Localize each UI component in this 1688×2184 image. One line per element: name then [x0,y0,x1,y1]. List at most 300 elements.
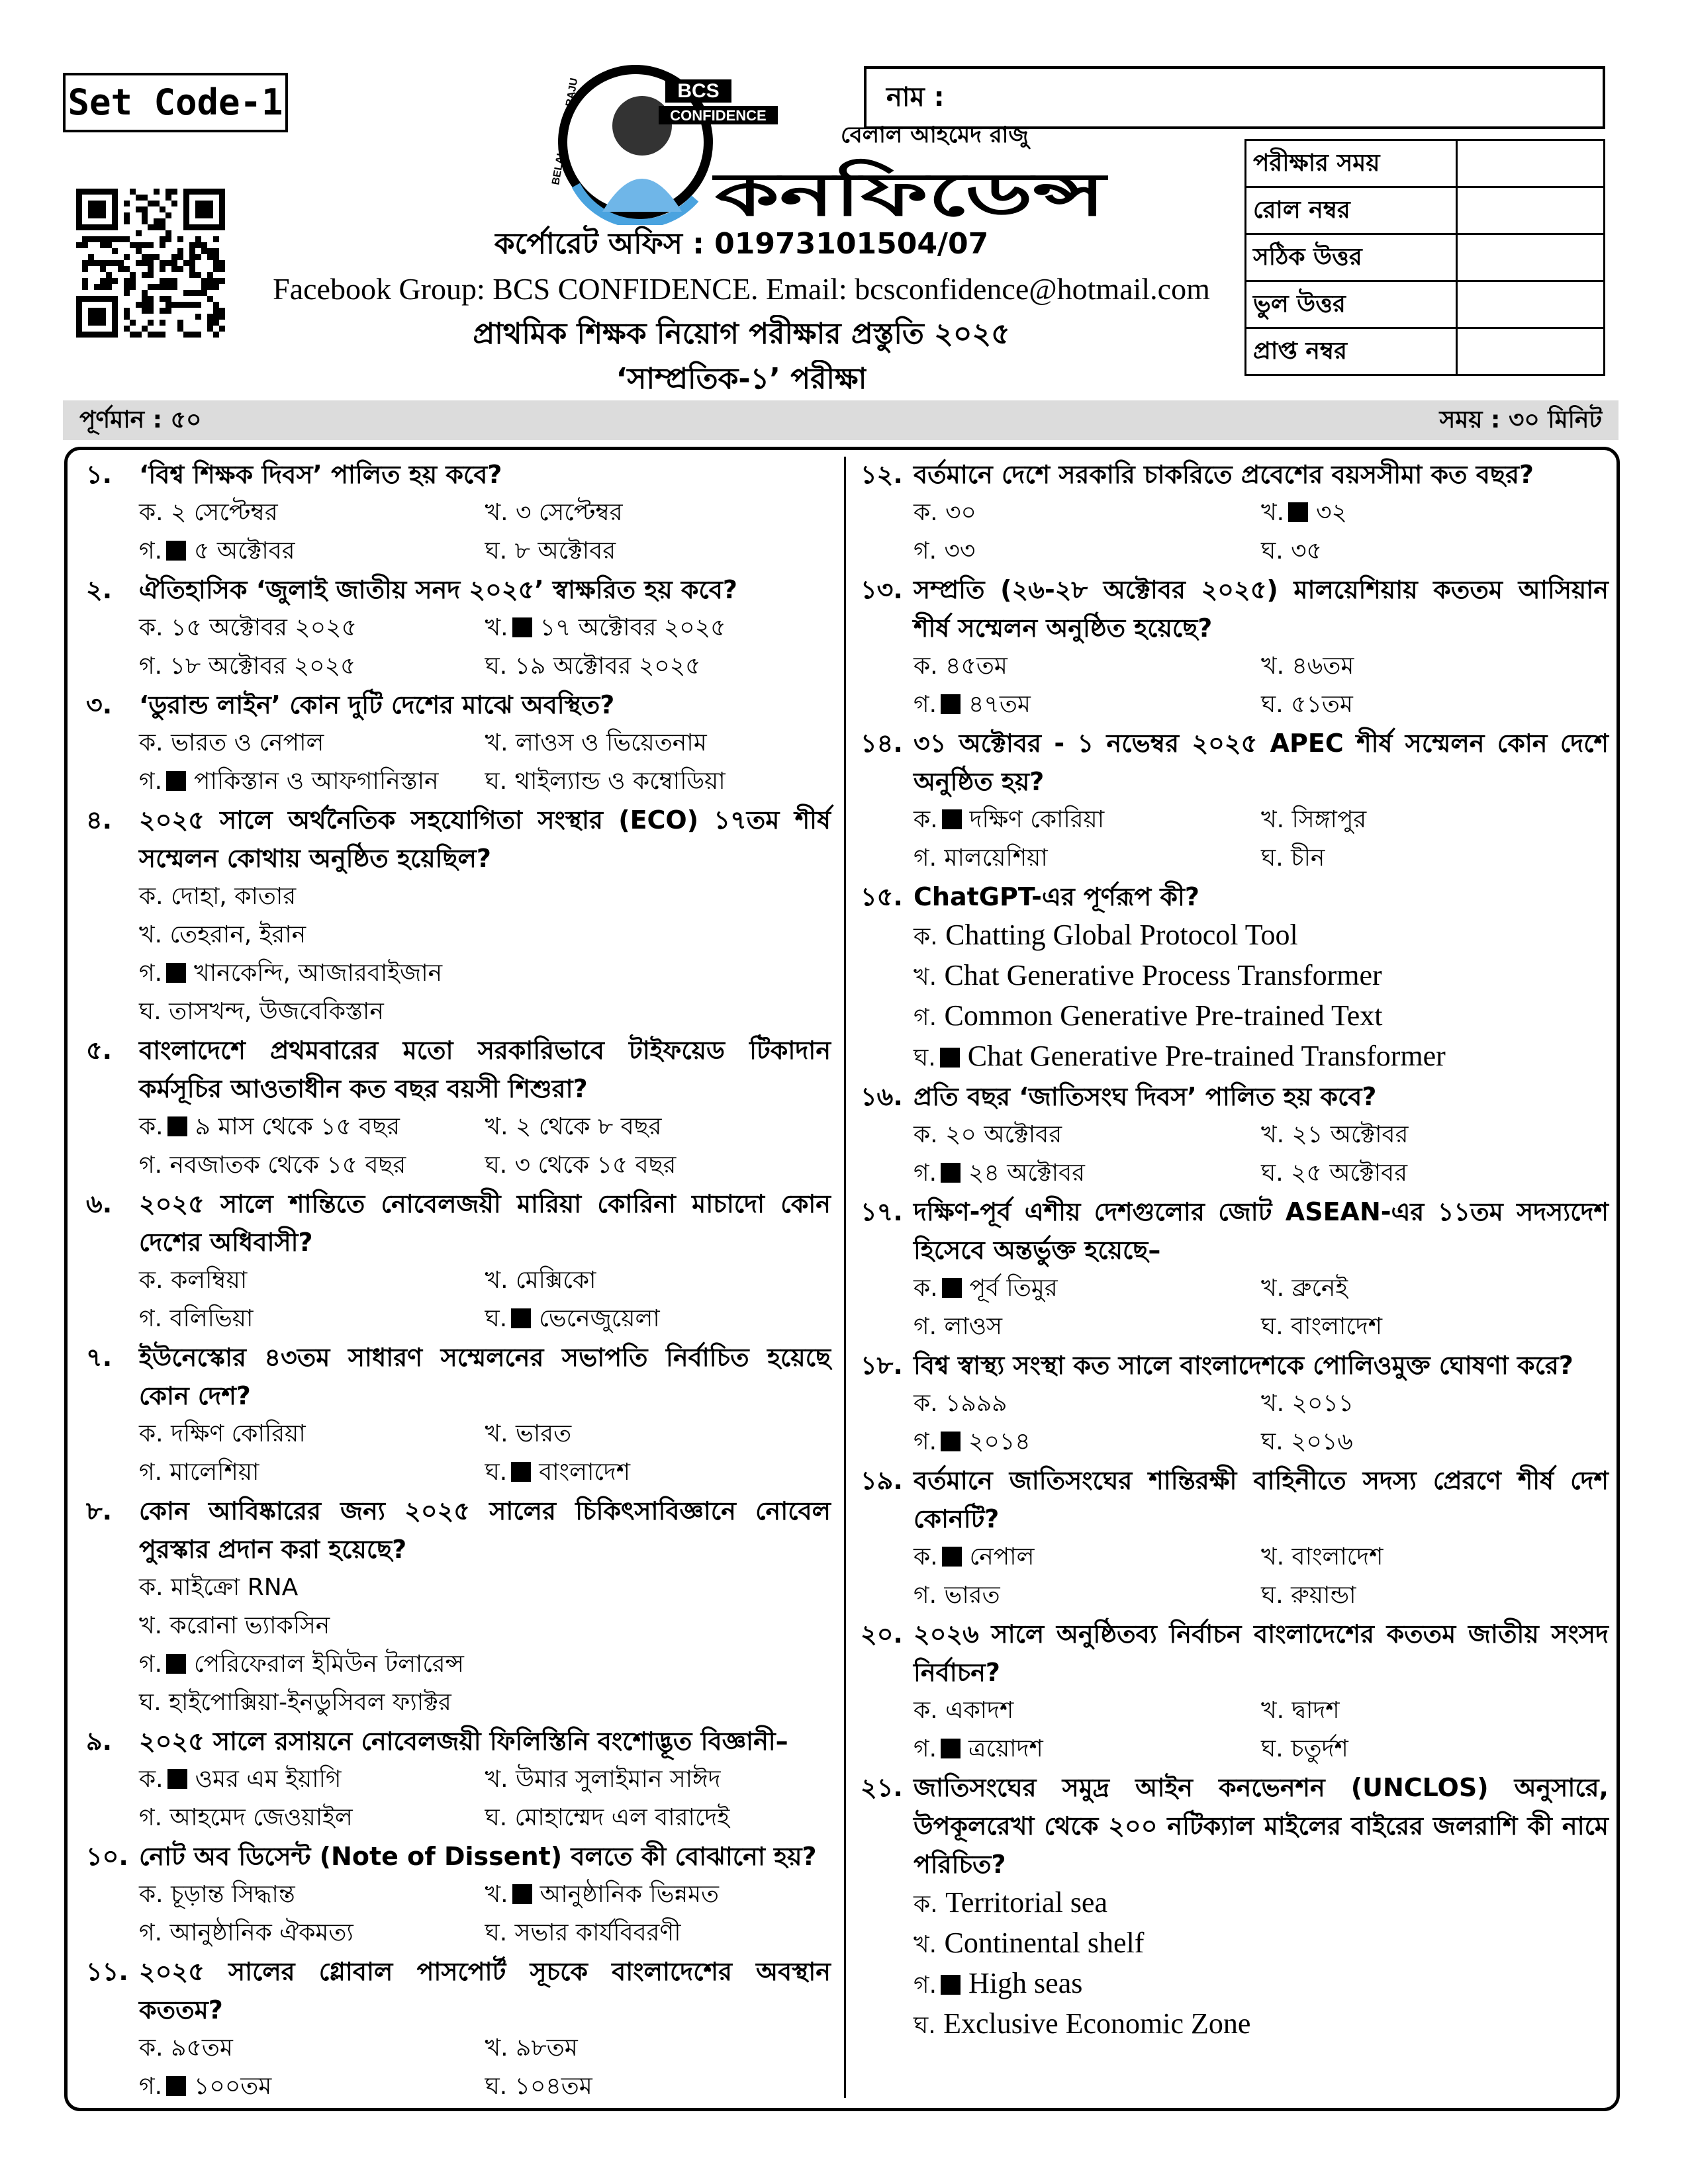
question-number: ১৪. [861,729,903,758]
option[interactable] [914,1884,1609,1924]
question-number: ৪. [86,805,113,835]
option[interactable] [485,762,831,801]
option-text: ৩৫ [1291,537,1322,565]
option-label: খ. [485,2034,508,2062]
option-label: গ. [914,1428,937,1455]
option-text: ১৫ অক্টোবর ২০২৫ [171,614,357,641]
question-number: ২০. [861,1619,903,1649]
option-label: ঘ. [485,537,508,565]
logo-badge-bottom: CONFIDENCE [670,107,767,124]
option[interactable] [1261,1692,1609,1730]
option[interactable] [914,839,1261,878]
option-text: উমার সুলাইমান সাঈদ [516,1766,721,1793]
option-text: ৩ থেকে ১৫ বছর [514,1152,677,1179]
option-label: খ. [485,1113,508,1140]
correct-answer-marker-icon [512,617,532,637]
question-text: ২০২৫ সালে শান্তিতে নোবেলজয়ী মারিয়া কোরিনা মাচাদো কোন দেশের অধিবাসী? [139,1189,831,1257]
option[interactable] [914,1385,1261,1423]
option[interactable] [139,1760,485,1799]
option-label: ঘ. [914,2012,936,2039]
correct-answer-marker-icon [167,1769,187,1789]
option[interactable] [139,954,831,993]
question [79,1492,831,1722]
question-text: ঐতিহাসিক ‘জুলাই জাতীয় সনদ ২০২৫’ স্বাক্ষরিত হয় কবে? [139,575,737,604]
correct-answer-marker-icon [941,1163,961,1183]
option-label: ক. [139,614,164,641]
info-label: ভুল উত্তর [1246,281,1457,328]
option[interactable] [485,2068,831,2106]
option-label: ক. [914,1275,938,1302]
question-number: ১১. [86,1957,128,1986]
option-text: ৪৫তম [945,653,1008,680]
option-text: পূর্ব তিমুর [969,1275,1058,1302]
option[interactable] [139,1569,831,1607]
logo-badge-top: BCS [677,80,720,102]
option-label: খ. [1261,653,1285,680]
question [79,1952,831,2106]
option[interactable] [914,1576,1261,1615]
option[interactable] [485,532,831,570]
option-text: চতুর্দশ [1291,1735,1348,1762]
option-label: ক. [914,923,938,950]
info-label: রোল নম্বর [1246,187,1457,234]
question-text: দক্ষিণ-পূর্ব এশীয় দেশগুলোর জোট ASEAN-এর ১১তম সদস্যদেশ হিসেবে অন্তর্ভুক্ত হয়েছে– [914,1197,1609,1265]
correct-answer-marker-icon [942,1278,962,1298]
option-label: খ. [914,1931,937,1958]
option-text: ৩০ [945,499,976,526]
option-text: মালয়েশিয়া [944,844,1048,872]
question-text: ২০২৫ সালে অর্থনৈতিক সহযোগিতা সংস্থার (ECO) ১৭তম শীর্ষ সম্মেলন কোথায় অনুষ্ঠিত হয়েছিল? [139,805,831,873]
option[interactable] [139,878,831,916]
option[interactable] [139,1300,485,1338]
question-number: ৩. [86,690,113,719]
option[interactable] [485,1415,831,1453]
option-label: খ. [1261,499,1285,526]
option-text: ৩ সেপ্টেম্বর [516,499,623,526]
option-label: গ. [139,1919,163,1946]
option-label: ক. [139,1574,164,1601]
question [79,1185,831,1338]
option[interactable] [1261,1423,1609,1461]
option[interactable] [485,647,831,686]
question-text: ২০২৫ সালের গ্লোবাল পাসপোর্ট সূচকে বাংলাদেশের অবস্থান কততম? [139,1957,831,2025]
question [854,1461,1609,1615]
option[interactable] [914,1308,1261,1346]
option[interactable] [139,1799,485,1837]
option[interactable] [485,2029,831,2068]
option[interactable] [139,1876,485,1914]
option-text: ১০৪তম [514,2073,592,2100]
option-text: লাওস [944,1313,1003,1340]
question-number: ১৩. [861,575,903,604]
option-text: খানকেন্দি, আজারবাইজান [194,960,443,987]
option-text: দ্বাদশ [1291,1697,1340,1724]
option-label: গ. [139,960,163,987]
question [79,686,831,801]
option[interactable] [485,1876,831,1914]
option-text: ১৯ অক্টোবর ২০২৫ [514,653,701,680]
option-label: খ. [1261,1697,1285,1724]
option[interactable] [914,2005,1609,2045]
option[interactable] [1261,839,1609,878]
option-label: খ. [485,614,508,641]
option-text: বলিভিয়া [169,1305,254,1332]
question-number: ৫. [86,1036,113,1065]
header-center [252,225,1231,398]
option-label: ঘ. [485,1459,508,1486]
option[interactable] [485,1300,831,1338]
option-label: ক. [914,499,938,526]
exam-time: সময় : ৩০ মিনিট [1439,406,1602,433]
correct-answer-marker-icon [512,1884,532,1904]
option-text: সভার কার্যবিবরণী [514,1919,681,1946]
question [79,570,831,686]
question-number: ১. [86,460,113,489]
option-label: খ. [1261,1275,1285,1302]
question [854,1077,1609,1193]
option[interactable] [914,916,1609,956]
option-text: ৯ মাস থেকে ১৫ বছর [195,1113,400,1140]
score-table [1244,139,1605,376]
option-text: আনুষ্ঠানিক ঐকমত্য [169,1919,353,1946]
info-value[interactable] [1457,187,1605,234]
option-label: ক. [914,1390,938,1417]
question-text: ‘বিশ্ব শিক্ষক দিবস’ পালিত হয় কবে? [139,460,502,489]
option-label: খ. [1261,1390,1285,1417]
option-text: ৩২ [1316,499,1347,526]
option[interactable] [139,1453,485,1492]
question-text: ‘ডুরান্ড লাইন’ কোন দুটি দেশের মাঝে অবস্থিত? [139,690,615,719]
option-text: বাংলাদেশ [1291,1313,1383,1340]
option[interactable] [485,1914,831,1952]
option-label: গ. [914,1004,937,1031]
option-label: ঘ. [1261,1582,1284,1609]
option-text: ভেনেজুয়েলা [539,1305,660,1332]
option-text: ২০১১ [1291,1390,1354,1417]
question-number: ২. [86,575,113,604]
option-label: গ. [914,691,937,718]
marks-time-bar [63,400,1618,440]
question [79,1338,831,1492]
option[interactable] [1261,1576,1609,1615]
question-number: ১৭. [861,1197,903,1226]
option[interactable] [914,686,1261,724]
option-text: হাইপোক্সিয়া-ইনডুসিবল ফ্যাক্টর [169,1689,451,1716]
option-text: দোহা, কাতার [171,883,297,910]
question-text: ৩১ অক্টোবর - ১ নভেম্বর ২০২৫ APEC শীর্ষ সম্মেলন কোন দেশে অনুষ্ঠিত হয়? [914,729,1609,796]
option[interactable] [485,1146,831,1185]
option-label: খ. [1261,1121,1285,1148]
option-label: ক. [139,1766,164,1793]
option-label: গ. [139,768,163,795]
option[interactable] [1261,1730,1609,1768]
correct-answer-marker-icon [941,694,961,714]
correct-answer-marker-icon [942,1547,962,1567]
option[interactable] [139,1914,485,1952]
option-label: খ. [139,1612,163,1639]
question-text: জাতিসংঘের সমুদ্র আইন কনভেনশন (UNCLOS) অনুসারে, উপকূলরেখা থেকে ২০০ নটিক্যাল মাইলের বাইরের জলরাশি কী নামে পরিচিত? [914,1773,1609,1879]
question-number: ১২. [861,460,903,489]
option-label: ক. [914,1121,938,1148]
question-number: ১০. [86,1842,128,1871]
question-text: ChatGPT-এর পূর্ণরূপ কী? [914,882,1199,911]
option-label: ঘ. [485,1305,508,1332]
question [79,801,831,1031]
question [854,1346,1609,1461]
option-text: ৫১তম [1291,691,1353,718]
option-label: খ. [1261,806,1285,833]
option[interactable] [1261,1385,1609,1423]
option-text: ২০ অক্টোবর [945,1121,1062,1148]
option[interactable] [139,532,485,570]
option-text: ব্রুনেই [1291,1275,1348,1302]
option-label: ঘ. [485,653,508,680]
option[interactable] [914,956,1609,997]
option[interactable] [914,1692,1261,1730]
option-label: ক. [139,499,164,526]
option-text: মাইক্রো RNA [171,1574,299,1601]
option[interactable] [914,1154,1261,1193]
option[interactable] [485,1799,831,1837]
option[interactable] [1261,1116,1609,1154]
option-label: ঘ. [139,998,162,1025]
option[interactable] [1261,647,1609,686]
option-label: ক. [914,1697,938,1724]
question-number: ১৮. [861,1351,903,1380]
option-text: ৪৭তম [968,691,1031,718]
option[interactable] [1261,532,1609,570]
option[interactable] [914,1924,1609,1964]
correct-answer-marker-icon [942,809,962,829]
option-text: লাওস ও ভিয়েতনাম [516,729,707,756]
option[interactable] [914,1269,1261,1308]
option[interactable] [139,1684,831,1722]
option[interactable] [914,1538,1261,1576]
option[interactable] [914,997,1609,1037]
option[interactable] [485,1760,831,1799]
set-code-box: Set Code-1 [63,73,288,132]
option-text: দক্ষিণ কোরিয়া [171,1420,306,1447]
left-column [79,455,831,2106]
option-label: ঘ. [1261,691,1284,718]
option-label: খ. [914,964,937,991]
option[interactable] [139,1607,831,1645]
option[interactable] [485,1453,831,1492]
option-label: গ. [914,1582,937,1609]
question [854,570,1609,724]
option-label: খ. [485,729,508,756]
option-text: মেক্সিকো [516,1267,596,1294]
question [79,1722,831,1837]
option-text: ভারত [944,1582,1000,1609]
correct-answer-marker-icon [166,1654,186,1674]
option[interactable] [914,1037,1609,1077]
option-text: ২৫ অক্টোবর [1291,1160,1407,1187]
option-text: তেহরান, ইরান [169,921,306,948]
option-text: আনুষ্ঠানিক ভিন্নমত [539,1881,720,1908]
option-text: Chatting Global Protocol Tool [945,919,1298,951]
correct-answer-marker-icon [166,541,186,561]
option-label: গ. [914,1735,937,1762]
option[interactable] [485,1108,831,1146]
option-label: খ. [485,1766,508,1793]
question [79,1837,831,1952]
option[interactable] [1261,686,1609,724]
option-text: মালেশিয়া [169,1459,259,1486]
question-number: ১৯. [861,1466,903,1495]
option-label: ক. [139,1420,164,1447]
qr-code-icon [76,189,225,338]
option[interactable] [914,1964,1609,2005]
question-number: ৮. [86,1496,113,1525]
option-text: ১৮ অক্টোবর ২০২৫ [169,653,356,680]
option[interactable] [485,1261,831,1300]
option-label: খ. [1261,1543,1285,1570]
right-column [854,455,1609,2045]
option-label: গ. [139,653,163,680]
option[interactable] [139,762,485,801]
option-label: ক. [914,653,938,680]
info-value[interactable] [1457,140,1605,187]
logo-author: বেলাল আহমেদ রাজু [841,122,1029,148]
option-text: আহমেদ জেওয়াইল [169,1804,353,1831]
info-value[interactable] [1457,281,1605,328]
option-label: ক. [139,883,164,910]
option[interactable] [139,916,831,954]
question-number: ৬. [86,1189,113,1218]
option[interactable] [485,494,831,532]
question-text: ইউনেস্কোর ৪৩তম সাধারণ সম্মেলনের সভাপতি নির্বাচিত হয়েছে কোন দেশ? [139,1343,831,1410]
option-label: ঘ. [1261,844,1284,872]
option-label: গ. [914,1972,937,1999]
question-text: বর্তমানে দেশে সরকারি চাকরিতে প্রবেশের বয়সসীমা কত বছর? [914,460,1534,489]
option[interactable] [139,2029,485,2068]
option-label: গ. [139,537,163,565]
question-number: ১৫. [861,882,903,911]
option-label: খ. [485,1881,508,1908]
option[interactable] [914,801,1261,839]
option[interactable] [485,609,831,647]
option[interactable] [1261,1154,1609,1193]
option-text: নবজাতক থেকে ১৫ বছর [169,1152,406,1179]
option[interactable] [139,1645,831,1684]
option[interactable] [139,494,485,532]
option[interactable] [914,1730,1261,1768]
option[interactable] [914,1116,1261,1154]
option[interactable] [914,647,1261,686]
correct-answer-marker-icon [167,1116,187,1136]
option[interactable] [139,1108,485,1146]
option-label: ক. [914,1543,938,1570]
option-label: ক. [139,2034,164,2062]
correct-answer-marker-icon [941,1975,961,1995]
option-label: খ. [139,921,163,948]
correct-answer-marker-icon [941,1432,961,1451]
option-text: নেপাল [969,1543,1035,1570]
option-label: ক. [139,1267,164,1294]
option-text: থাইল্যান্ড ও কম্বোডিয়া [514,768,726,795]
info-value[interactable] [1457,234,1605,281]
option[interactable] [139,609,485,647]
option-text: দক্ষিণ কোরিয়া [969,806,1105,833]
option-text: কলম্বিয়া [171,1267,248,1294]
option-text: চীন [1291,844,1325,872]
option[interactable] [1261,1269,1609,1308]
option-text: ভারত ও নেপাল [171,729,324,756]
option[interactable] [139,1146,485,1185]
question-text: বিশ্ব স্বাস্থ্য সংস্থা কত সালে বাংলাদেশকে পোলিওমুক্ত ঘোষণা করে? [914,1351,1573,1380]
option-label: ঘ. [1261,1735,1284,1762]
info-label: সঠিক উত্তর [1246,234,1457,281]
option-label: গ. [914,537,937,565]
option-text: ২৪ অক্টোবর [968,1160,1085,1187]
question [854,724,1609,878]
option[interactable] [1261,1538,1609,1576]
option[interactable] [139,1261,485,1300]
question-number: ২১. [861,1773,903,1802]
option-text: চূড়ান্ত সিদ্ধান্ত [171,1881,295,1908]
option-text: রুয়ান্ডা [1291,1582,1356,1609]
option-label: গ. [914,1160,937,1187]
option-text: Common Generative Pre-trained Text [944,999,1383,1032]
option[interactable] [1261,494,1609,532]
name-label: নাম : [886,82,945,113]
option[interactable] [139,993,831,1031]
logo [549,53,1119,225]
option[interactable] [139,2068,485,2106]
option-text: করোনা ভ্যাকসিন [169,1612,330,1639]
option-label: খ. [485,1267,508,1294]
corporate-office: কর্পোরেট অফিস : 01973101504/07 [494,227,989,261]
question-text: সম্প্রতি (২৬-২৮ অক্টোবর ২০২৫) মালয়েশিয়ায় কততম আসিয়ান শীর্ষ সম্মেলন অনুষ্ঠিত হয়েছে? [914,575,1609,643]
option[interactable] [1261,801,1609,839]
info-value[interactable] [1457,328,1605,375]
option-label: গ. [914,844,937,872]
option[interactable] [139,647,485,686]
option-text: Chat Generative Process Transformer [944,959,1382,991]
option-label: ক. [139,729,164,756]
option-label: ক. [914,1891,938,1918]
info-label: পরীক্ষার সময় [1246,140,1457,187]
option-label: গ. [139,1305,163,1332]
option[interactable] [1261,1308,1609,1346]
option[interactable] [914,1423,1261,1461]
logo-arc-text: BELAL AHMED RAJU [550,77,581,186]
option-text: পাকিস্তান ও আফগানিস্তান [194,768,439,795]
option[interactable] [139,1415,485,1453]
option[interactable] [139,724,485,762]
question-number: ৯. [86,1727,113,1756]
correct-answer-marker-icon [166,963,186,983]
correct-answer-marker-icon [940,1048,960,1068]
question [854,1615,1609,1768]
option-text: ৫ অক্টোবর [194,537,295,565]
correct-answer-marker-icon [511,1462,531,1482]
full-marks: পূর্ণমান : ৫০ [79,406,202,433]
correct-answer-marker-icon [166,771,186,791]
option-text: ওমর এম ইয়াগি [195,1766,342,1793]
option-text: Continental shelf [944,1927,1145,1959]
question [79,1031,831,1185]
option-text: Territorial sea [945,1886,1107,1919]
option-text: High seas [968,1967,1083,1999]
option[interactable] [485,724,831,762]
option[interactable] [914,494,1261,532]
option-text: ত্রয়োদশ [968,1735,1043,1762]
option-label: ঘ. [485,2073,508,2100]
option[interactable] [914,532,1261,570]
option-label: খ. [485,499,508,526]
